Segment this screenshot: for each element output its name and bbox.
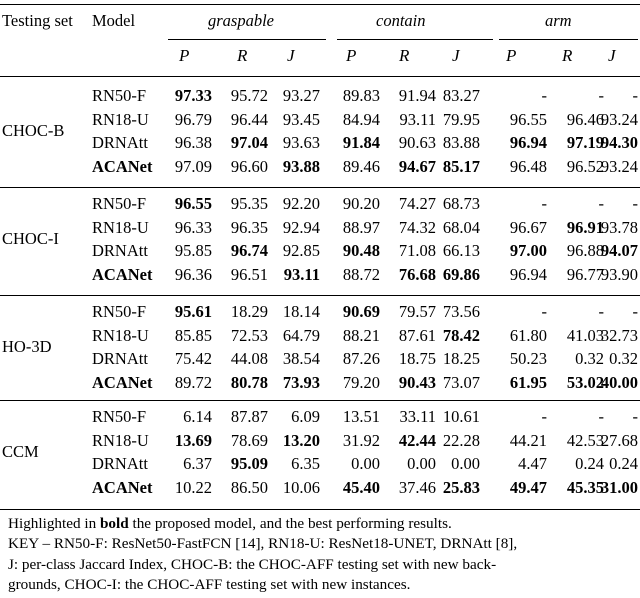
value-cell: 96.67	[509, 217, 547, 237]
value-cell: 32.73	[600, 325, 638, 345]
header-testing-set: Testing set	[2, 11, 73, 30]
value-cell: 0.00	[451, 454, 480, 473]
value-cell: 42.44	[398, 430, 436, 450]
model-cell: DRNAtt	[92, 241, 148, 260]
value-cell: -	[632, 407, 638, 426]
value-cell: 68.04	[442, 217, 480, 237]
value-cell: 90.43	[398, 372, 436, 392]
value-cell: 75.42	[174, 349, 212, 368]
value-cell: 90.48	[342, 241, 380, 260]
value-cell: 88.72	[342, 264, 380, 284]
group-rule-arm	[499, 39, 638, 40]
value-cell: 64.79	[282, 325, 320, 345]
value-cell: 78.69	[230, 430, 268, 450]
section-rule	[0, 400, 640, 401]
value-cell: 92.85	[282, 241, 320, 260]
value-cell: 83.27	[442, 86, 480, 105]
value-cell: -	[541, 194, 547, 213]
group-rule-graspable	[168, 39, 326, 40]
value-cell: 95.35	[230, 194, 268, 213]
value-cell: 45.40	[342, 477, 380, 497]
value-cell: 84.94	[342, 109, 380, 129]
value-cell: 90.63	[398, 133, 436, 152]
value-cell: 0.24	[609, 454, 638, 473]
value-cell: 31.92	[342, 430, 380, 450]
value-cell: 0.00	[407, 454, 436, 473]
model-cell: ACANet	[92, 156, 153, 176]
value-cell: 96.33	[174, 217, 212, 237]
model-cell: ACANet	[92, 372, 153, 392]
value-cell: 72.53	[230, 325, 268, 345]
value-cell: 93.45	[282, 109, 320, 129]
value-cell: 88.21	[342, 325, 380, 345]
value-cell: 79.57	[398, 302, 436, 321]
value-cell: 13.20	[282, 430, 320, 450]
value-cell: 33.11	[399, 407, 436, 426]
value-cell: 96.79	[174, 109, 212, 129]
note-choc: grounds, CHOC-I: the CHOC-AFF testing set with new instances.	[8, 576, 411, 593]
top-rule	[0, 4, 640, 5]
value-cell: 73.56	[442, 302, 480, 321]
value-cell: 53.02	[566, 372, 604, 392]
subheader-p-2: P	[346, 46, 357, 65]
group-rule-contain	[337, 39, 493, 40]
value-cell: 71.08	[398, 241, 436, 260]
value-cell: 97.00	[509, 241, 547, 260]
value-cell: 93.78	[600, 217, 638, 237]
value-cell: 31.00	[600, 477, 638, 497]
value-cell: 44.08	[230, 349, 268, 368]
value-cell: 96.60	[230, 156, 268, 176]
section-label: HO-3D	[2, 337, 52, 357]
value-cell: 66.13	[442, 241, 480, 260]
value-cell: 97.04	[230, 133, 268, 152]
subheader-r-1: R	[237, 46, 248, 65]
section-rule	[0, 295, 640, 296]
value-cell: 96.44	[230, 109, 268, 129]
value-cell: 95.61	[174, 302, 212, 321]
value-cell: 97.33	[174, 86, 212, 105]
value-cell: 10.22	[174, 477, 212, 497]
model-cell: RN18-U	[92, 430, 149, 450]
value-cell: 79.95	[442, 109, 480, 129]
subheader-r-2: R	[399, 46, 410, 65]
header-group-arm: arm	[545, 11, 572, 30]
value-cell: 0.32	[609, 349, 638, 368]
value-cell: 93.11	[283, 264, 320, 284]
value-cell: 6.14	[183, 407, 212, 426]
value-cell: 95.72	[230, 86, 268, 105]
value-cell: 88.97	[342, 217, 380, 237]
value-cell: -	[598, 86, 604, 105]
value-cell: 22.28	[442, 430, 480, 450]
value-cell: 96.51	[230, 264, 268, 284]
value-cell: 61.95	[509, 372, 547, 392]
value-cell: 6.37	[183, 454, 212, 473]
value-cell: 45.35	[566, 477, 604, 497]
model-cell: DRNAtt	[92, 133, 148, 152]
value-cell: 44.21	[509, 430, 547, 450]
model-cell: RN50-F	[92, 302, 147, 321]
model-cell: RN50-F	[92, 407, 147, 426]
value-cell: 92.94	[282, 217, 320, 237]
note-jaccard: J: per-class Jaccard Index, CHOC-B: the CHOC-AFF testing set with new back-	[8, 556, 497, 573]
value-cell: 87.87	[230, 407, 268, 426]
model-cell: RN50-F	[92, 194, 147, 213]
value-cell: 96.88	[566, 241, 604, 260]
value-cell: 74.27	[398, 194, 436, 213]
value-cell: 91.84	[342, 133, 380, 152]
value-cell: -	[541, 407, 547, 426]
value-cell: 97.09	[174, 156, 212, 176]
value-cell: 68.73	[442, 194, 480, 213]
value-cell: 95.09	[230, 454, 268, 473]
value-cell: 96.55	[509, 109, 547, 129]
subheader-j-1: J	[287, 46, 295, 65]
value-cell: 13.51	[342, 407, 380, 426]
value-cell: 96.91	[566, 217, 604, 237]
subheader-p-1: P	[179, 46, 190, 65]
model-cell: ACANet	[92, 477, 153, 497]
value-cell: 50.23	[509, 349, 547, 368]
value-cell: 96.77	[566, 264, 604, 284]
value-cell: 76.68	[398, 264, 436, 284]
value-cell: 69.86	[442, 264, 480, 284]
value-cell: -	[598, 407, 604, 426]
value-cell: 96.55	[174, 194, 212, 213]
value-cell: 87.26	[342, 349, 380, 368]
value-cell: 42.53	[566, 430, 604, 450]
value-cell: 91.94	[398, 86, 436, 105]
value-cell: -	[632, 194, 638, 213]
value-cell: 73.07	[442, 372, 480, 392]
value-cell: 74.32	[398, 217, 436, 237]
value-cell: 93.88	[282, 156, 320, 176]
value-cell: 93.24	[600, 156, 638, 176]
value-cell: 0.32	[575, 349, 604, 368]
value-cell: 93.63	[282, 133, 320, 152]
value-cell: 10.61	[442, 407, 480, 426]
value-cell: 96.94	[509, 133, 547, 152]
note-highlight-bold: bold	[99, 515, 129, 532]
value-cell: 38.54	[282, 349, 320, 368]
value-cell: 73.93	[282, 372, 320, 392]
value-cell: -	[632, 302, 638, 321]
header-group-contain: contain	[376, 11, 426, 30]
model-cell: RN18-U	[92, 325, 149, 345]
value-cell: 87.61	[398, 325, 436, 345]
value-cell: 96.94	[509, 264, 547, 284]
subheader-j-3: J	[608, 46, 616, 65]
value-cell: 89.46	[342, 156, 380, 176]
value-cell: 89.72	[174, 372, 212, 392]
value-cell: 96.35	[230, 217, 268, 237]
value-cell: 4.47	[518, 454, 547, 473]
value-cell: 94.67	[398, 156, 436, 176]
bottom-rule	[0, 509, 640, 510]
value-cell: 89.83	[342, 86, 380, 105]
value-cell: -	[632, 86, 638, 105]
value-cell: 96.46	[566, 109, 604, 129]
model-cell: RN18-U	[92, 109, 149, 129]
value-cell: 79.20	[342, 372, 380, 392]
value-cell: 18.75	[398, 349, 436, 368]
value-cell: 86.50	[230, 477, 268, 497]
note-key: KEY – RN50-F: ResNet50-FastFCN [14], RN18-U: ResNet18-UNET, DRNAtt [8],	[8, 535, 518, 552]
header-group-graspable: graspable	[208, 11, 274, 30]
note-highlight-post: the proposed model, and the best performing results.	[128, 515, 452, 532]
value-cell: 90.20	[342, 194, 380, 213]
value-cell: 96.48	[509, 156, 547, 176]
value-cell: -	[541, 302, 547, 321]
model-cell: DRNAtt	[92, 454, 148, 473]
value-cell: 96.52	[566, 156, 604, 176]
section-label: CHOC-I	[2, 229, 59, 249]
note-highlight	[8, 514, 452, 533]
value-cell: 10.06	[282, 477, 320, 497]
value-cell: 93.90	[600, 264, 638, 284]
model-cell: RN50-F	[92, 86, 147, 105]
subheader-p-3: P	[506, 46, 517, 65]
header-rule	[0, 76, 640, 77]
value-cell: 18.25	[442, 349, 480, 368]
value-cell: -	[598, 302, 604, 321]
value-cell: -	[541, 86, 547, 105]
subheader-j-2: J	[452, 46, 460, 65]
section-rule	[0, 187, 640, 188]
value-cell: 94.07	[600, 241, 638, 260]
value-cell: 95.85	[174, 241, 212, 260]
model-cell: ACANet	[92, 264, 153, 284]
header-model: Model	[92, 11, 136, 30]
value-cell: 93.11	[399, 109, 436, 129]
value-cell: 49.47	[509, 477, 547, 497]
value-cell: 94.30	[600, 133, 638, 152]
value-cell: 27.68	[600, 430, 638, 450]
value-cell: 0.24	[575, 454, 604, 473]
value-cell: -	[598, 194, 604, 213]
value-cell: 90.69	[342, 302, 380, 321]
value-cell: 25.83	[442, 477, 480, 497]
value-cell: 96.74	[230, 241, 268, 260]
value-cell: 93.27	[282, 86, 320, 105]
value-cell: 6.09	[291, 407, 320, 426]
section-label: CHOC-B	[2, 121, 65, 141]
value-cell: 0.00	[351, 454, 380, 473]
value-cell: 93.24	[600, 109, 638, 129]
value-cell: 96.38	[174, 133, 212, 152]
model-cell: RN18-U	[92, 217, 149, 237]
value-cell: 37.46	[398, 477, 436, 497]
subheader-r-3: R	[562, 46, 573, 65]
value-cell: 92.20	[282, 194, 320, 213]
value-cell: 83.88	[442, 133, 480, 152]
value-cell: 97.19	[566, 133, 604, 152]
value-cell: 18.29	[230, 302, 268, 321]
value-cell: 61.80	[509, 325, 547, 345]
note-highlight-pre: Highlighted in	[8, 515, 100, 532]
value-cell: 85.17	[442, 156, 480, 176]
value-cell: 96.36	[174, 264, 212, 284]
value-cell: 13.69	[174, 430, 212, 450]
value-cell: 6.35	[291, 454, 320, 473]
value-cell: 41.03	[566, 325, 604, 345]
value-cell: 80.78	[230, 372, 268, 392]
value-cell: 85.85	[174, 325, 212, 345]
model-cell: DRNAtt	[92, 349, 148, 368]
section-label: CCM	[2, 442, 39, 462]
value-cell: 18.14	[282, 302, 320, 321]
value-cell: 78.42	[442, 325, 480, 345]
value-cell: 40.00	[600, 372, 638, 392]
